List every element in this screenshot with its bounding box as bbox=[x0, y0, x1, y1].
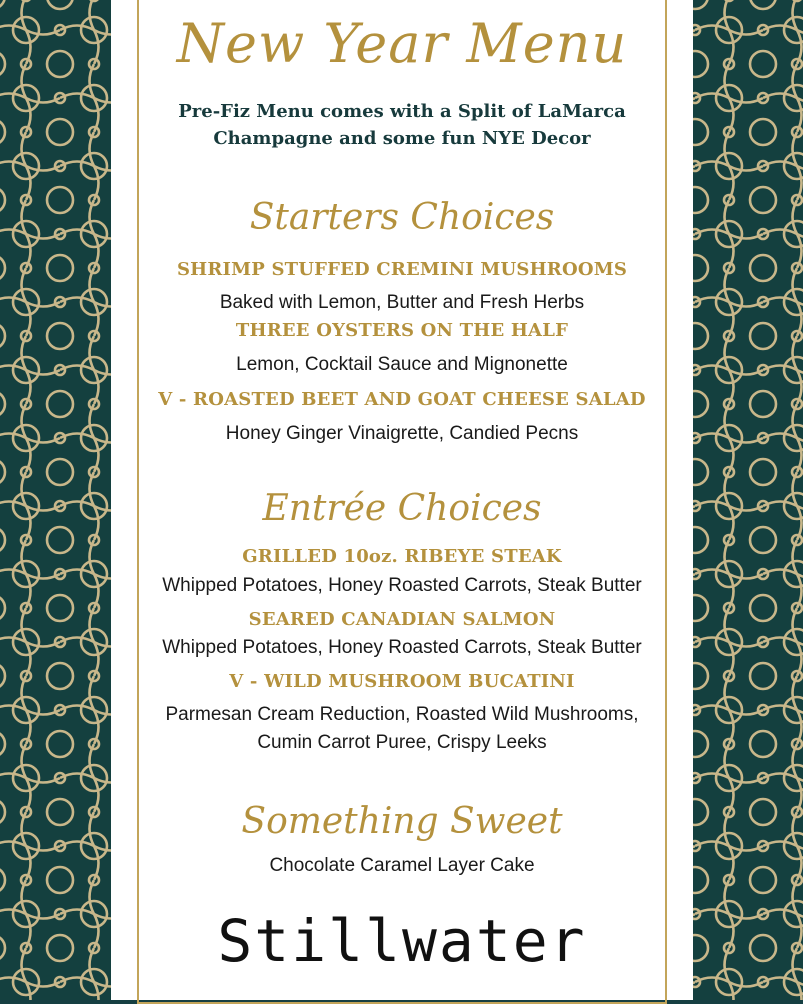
lattice-pattern-icon bbox=[0, 0, 111, 1000]
entree-dish-2: SEARED CANADIAN SALMON bbox=[248, 609, 556, 630]
entree-desc-1: Whipped Potatoes, Honey Roasted Carrots, Steak Butter bbox=[162, 575, 642, 596]
menu-subtitle: Pre-Fiz Menu comes with a Split of LaMarca Champagne and some fun NYE Decor bbox=[178, 101, 626, 149]
entree-desc-3: Parmesan Cream Reduction, Roasted Wild Mushrooms, Cumin Carrot Puree, Crispy Leeks bbox=[165, 704, 639, 753]
dessert-desc-1: Chocolate Caramel Layer Cake bbox=[269, 855, 535, 876]
menu-card bbox=[111, 0, 693, 1000]
starter-desc-2: Lemon, Cocktail Sauce and Mignonette bbox=[236, 354, 568, 375]
starter-desc-3: Honey Ginger Vinaigrette, Candied Pecns bbox=[225, 423, 579, 444]
stillwater-logo: Stillwater bbox=[217, 907, 587, 975]
starter-dish-1: SHRIMP STUFFED CREMINI MUSHROOMS bbox=[176, 259, 628, 280]
starter-dish-2: THREE OYSTERS ON THE HALF bbox=[235, 320, 569, 341]
entree-dish-1: GRILLED 10oz. RIBEYE STEAK bbox=[242, 546, 562, 567]
starters-heading: Starters Choices bbox=[249, 197, 555, 238]
entree-desc-2: Whipped Potatoes, Honey Roasted Carrots, Steak Butter bbox=[162, 637, 642, 658]
menu-title: New Year Menu bbox=[176, 12, 628, 75]
lattice-pattern-icon bbox=[693, 0, 803, 1000]
entree-dish-3: V - WILD MUSHROOM BUCATINI bbox=[229, 671, 575, 692]
entrees-heading: Entrée Choices bbox=[262, 488, 542, 529]
dessert-heading: Something Sweet bbox=[241, 801, 563, 842]
starter-dish-3: V - ROASTED BEET AND GOAT CHEESE SALAD bbox=[158, 389, 646, 410]
starter-desc-1: Baked with Lemon, Butter and Fresh Herbs bbox=[219, 292, 585, 313]
